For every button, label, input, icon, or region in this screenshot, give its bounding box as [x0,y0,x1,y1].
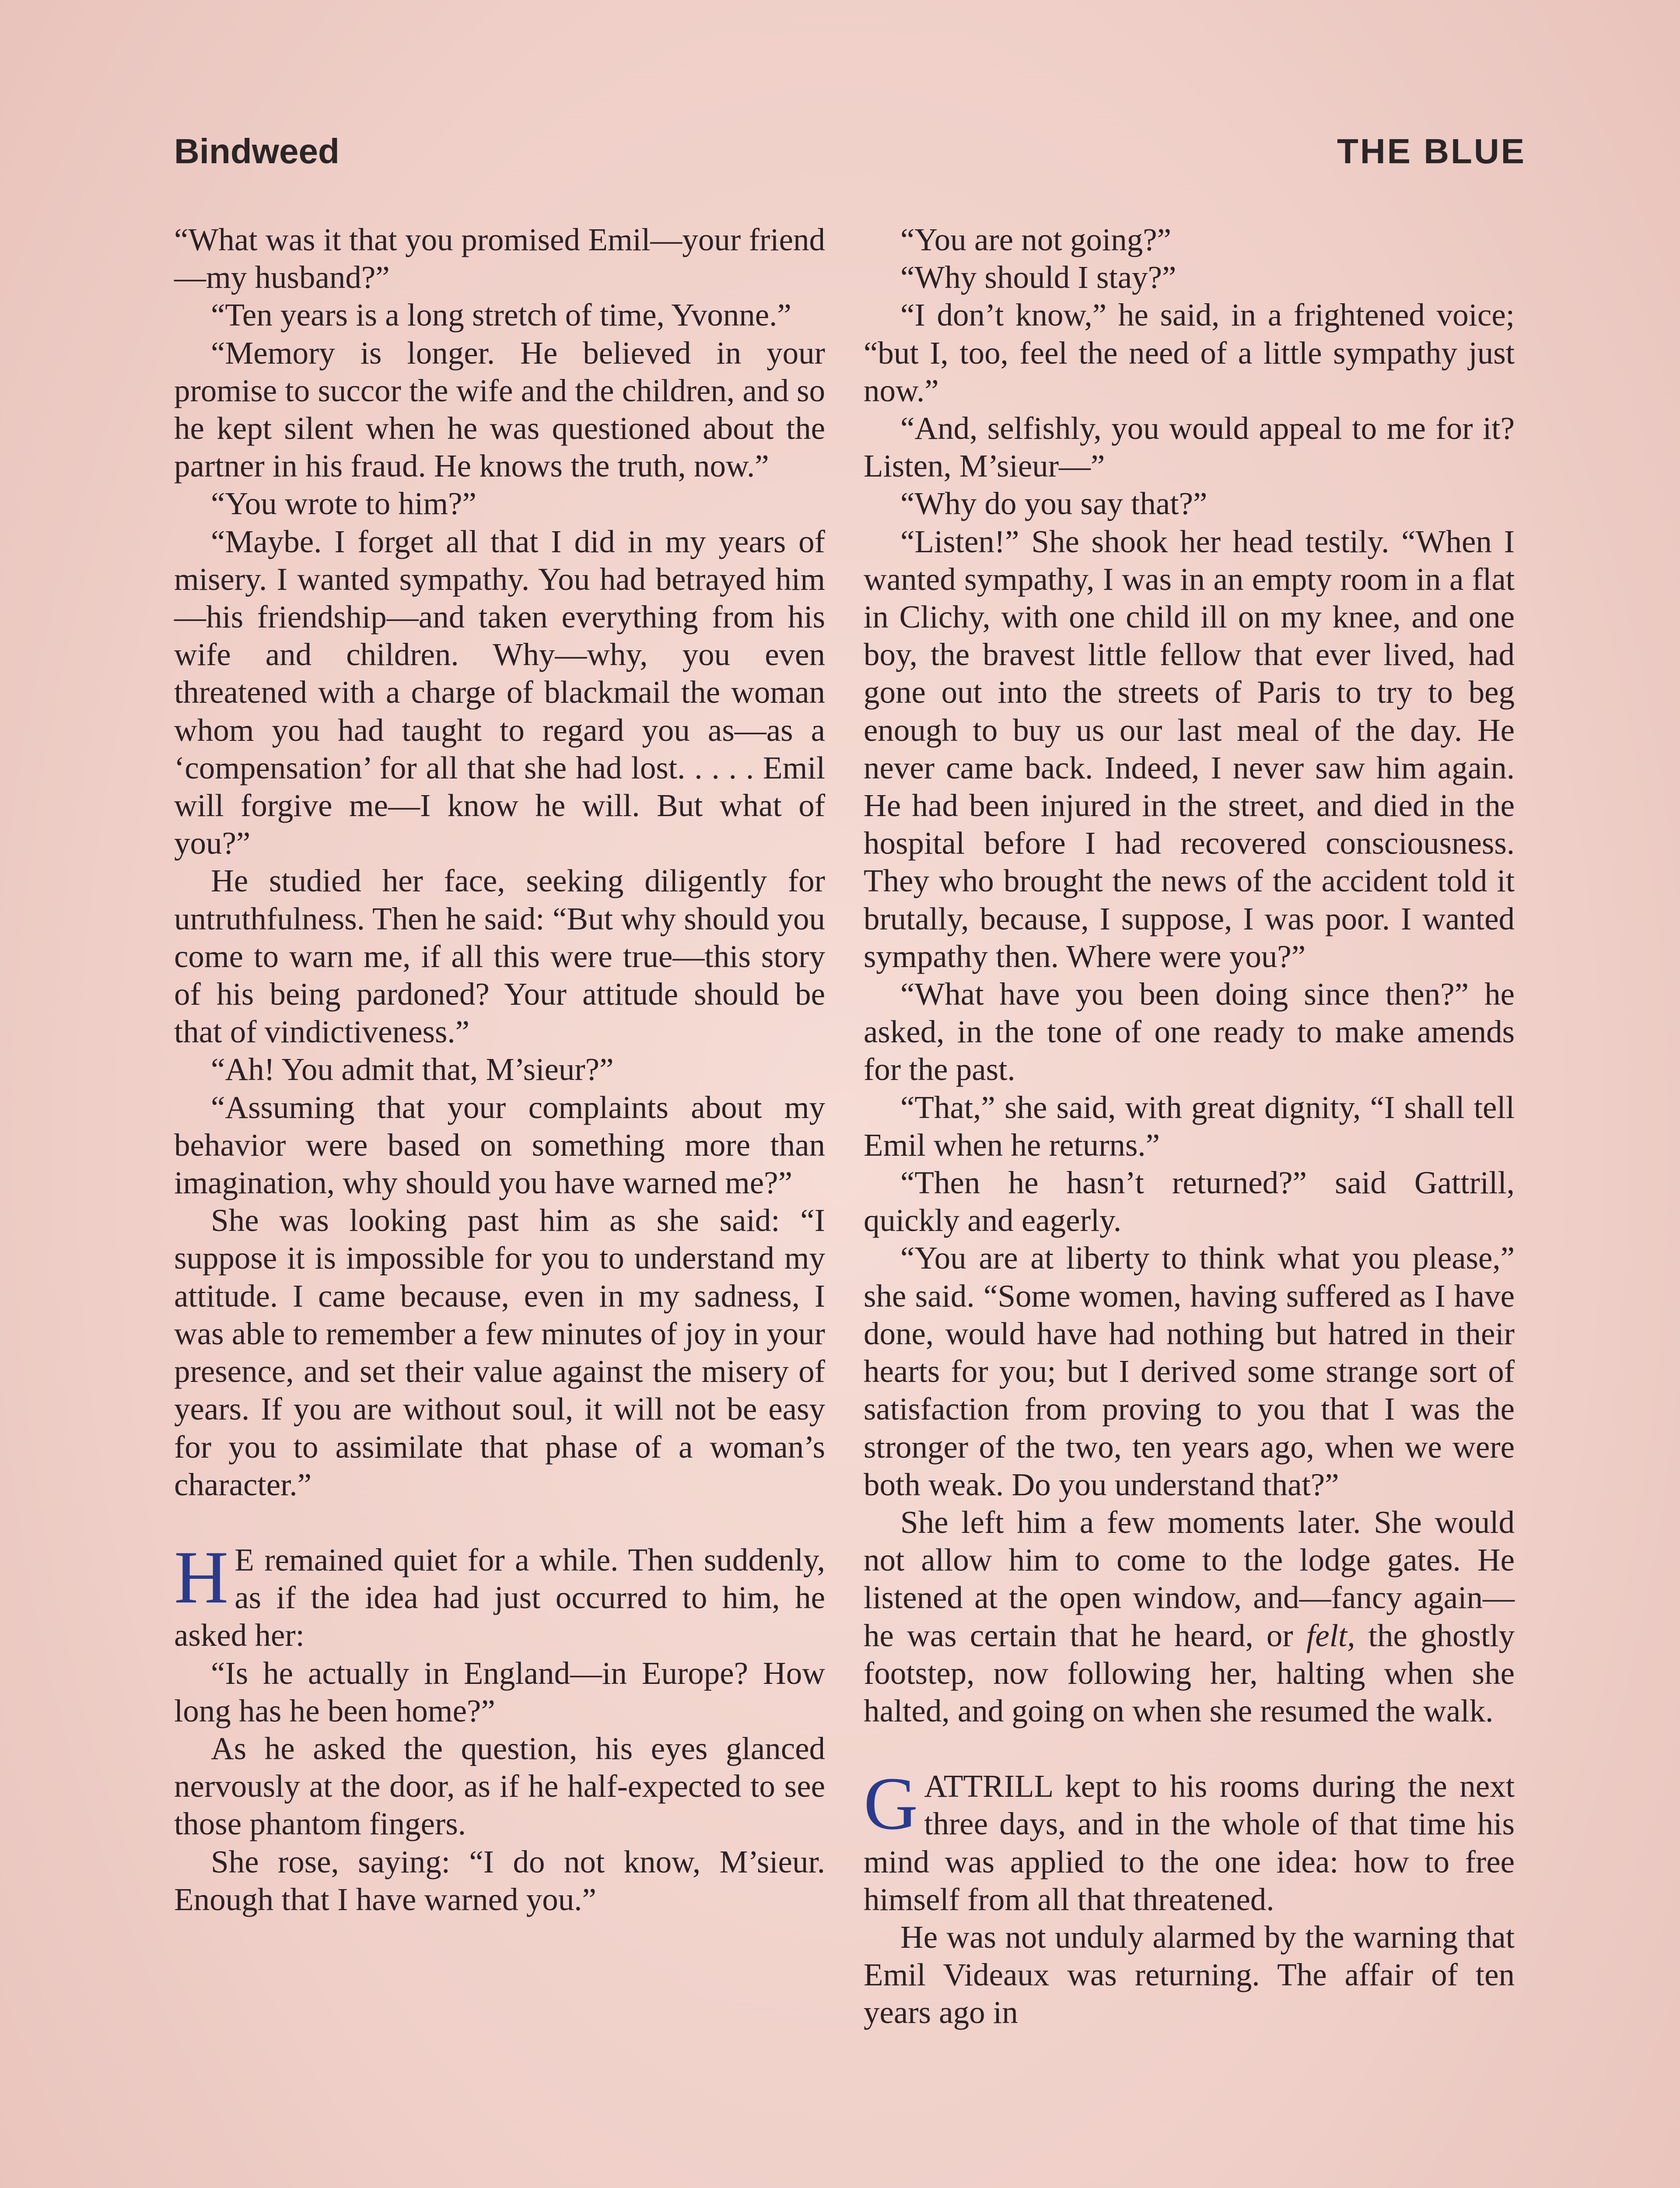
drop-cap: H [174,1536,229,1619]
paragraph: “You are not going?” [900,222,1172,257]
paragraph: “Why do you say that?” [900,486,1208,522]
paragraph-text: E remained quiet for a while. Then suddenly, as if the idea had just occurred to him, he asked her: [174,1542,825,1653]
paragraph [864,1504,1515,1730]
paragraph: “I don’t know,” he said, in a frightened voice; “but I, too, feel the need of a little sympathy just now.” [864,297,1515,408]
paragraph: She was looking past him as she said: “I suppose it is impossible for you to understand my attitude. I came because, even in my sadness, I was able to remember a few minutes of joy in your presence, and set their value against the misery of years. If you are without soul, it will not be easy for you to assimilate that phase of a woman’s character.” [174,1203,825,1502]
paragraph: “That,” she said, with great dignity, “I shall tell Emil when he returns.” [864,1089,1515,1163]
paragraph-text: She left him a few moments later. She would not allow him to come to the lodge gates. He listened at the open window, and—fancy again—he was certain that he heard, or [864,1504,1515,1653]
paragraph: “Assuming that your complaints about my behavior were based on something more than imagination, why should you have warned me?” [174,1089,825,1201]
paragraph: “And, selfishly, you would appeal to me for it? Listen, M’sieur—” [864,410,1515,484]
paragraph: “Then he hasn’t returned?” said Gattrill, quickly and eagerly. [864,1165,1515,1238]
paragraph: “Maybe. I forget all that I did in my years of misery. I wanted sympathy. You had betrayed him—his friendship—and taken everything from his wife and children. Why—why, you even threatened with a charge of blackmail the woman whom you had taught to regard you as—as a ‘compensation’ for all that she had lost. . . . . Emil will forgive me—I know he will. But what of you?” [174,523,825,861]
paragraph: “You wrote to him?” [211,486,476,522]
paragraph: “Listen!” She shook her head testily. “When I wanted sympathy, I was in an empty room in a flat in Clichy, with one child ill on my knee, and one boy, the bravest little fellow that ever lived, had gone out into the streets of Paris to try to beg enough to buy us our last meal of the day. He never came back. Indeed, I never saw him again. He had been injured in the street, and died in the hospital before I had recovered consciousness. They who brought the news of the accident told it brutally, because, I suppose, I was poor. I wanted sympathy then. Where were you?” [864,523,1515,974]
paragraph: He studied her face, seeking diligently for untruthfulness. Then he said: “But why should you come to warn me, if all this were true—this story of his being pardoned? Your attitude should be that of vindictiveness.” [174,863,825,1050]
paragraph: “Ten years is a long stretch of time, Yvonne.” [211,297,791,333]
paragraph: “Memory is longer. He believed in your promise to succor the wife and the children, and so he kept silent when he was questioned about the partner in his fraud. He knows the truth, now.” [174,335,825,484]
left-column [174,221,825,1918]
paragraph: “You are at liberty to think what you please,” she said. “Some women, having suffered as I have done, would have had nothing but hatred in their hearts for you; but I derived some strange sort of satisfaction from proving to you that I was the stronger of the two, ten years ago, when we were both weak. Do you understand that?” [864,1240,1515,1502]
paragraph: “Is he actually in England—in Europe? How long has he been home?” [174,1655,825,1729]
section-opening-paragraph [174,1536,825,1655]
paragraph: “What was it that you promised Emil—your friend—my husband?” [174,222,825,295]
drop-cap: G [864,1762,918,1846]
section-opening-paragraph [864,1762,1515,1918]
paragraph: She rose, saying: “I do not know, M’sieur. Enough that I have warned you.” [174,1844,825,1917]
right-column [864,221,1515,2032]
paragraph-text: ATTRILL kept to his rooms during the next three days, and in the whole of that time his mind was applied to the one idea: how to free himself from all that threatened. [864,1768,1515,1917]
running-head-title: Bindweed [174,132,340,171]
paragraph: He was not unduly alarmed by the warning that Emil Videaux was returning. The affair of ten years ago in [864,1919,1515,2030]
paragraph: As he asked the question, his eyes glanced nervously at the door, as if he half-expected to see those phantom fingers. [174,1730,825,1842]
paragraph: “What have you been doing since then?” he asked, in the tone of one ready to make amends for the past. [864,976,1515,1087]
paragraph: “Why should I stay?” [900,259,1176,295]
paragraph-text: the ghostly footstep, now following her, halting when she halted, and going on when she resumed the walk. [864,1617,1515,1729]
running-head-magazine: THE BLUE [1337,132,1526,171]
paragraph: “Ah! You admit that, M’sieur?” [211,1052,614,1087]
emphasized-word: felt, [1306,1617,1355,1653]
